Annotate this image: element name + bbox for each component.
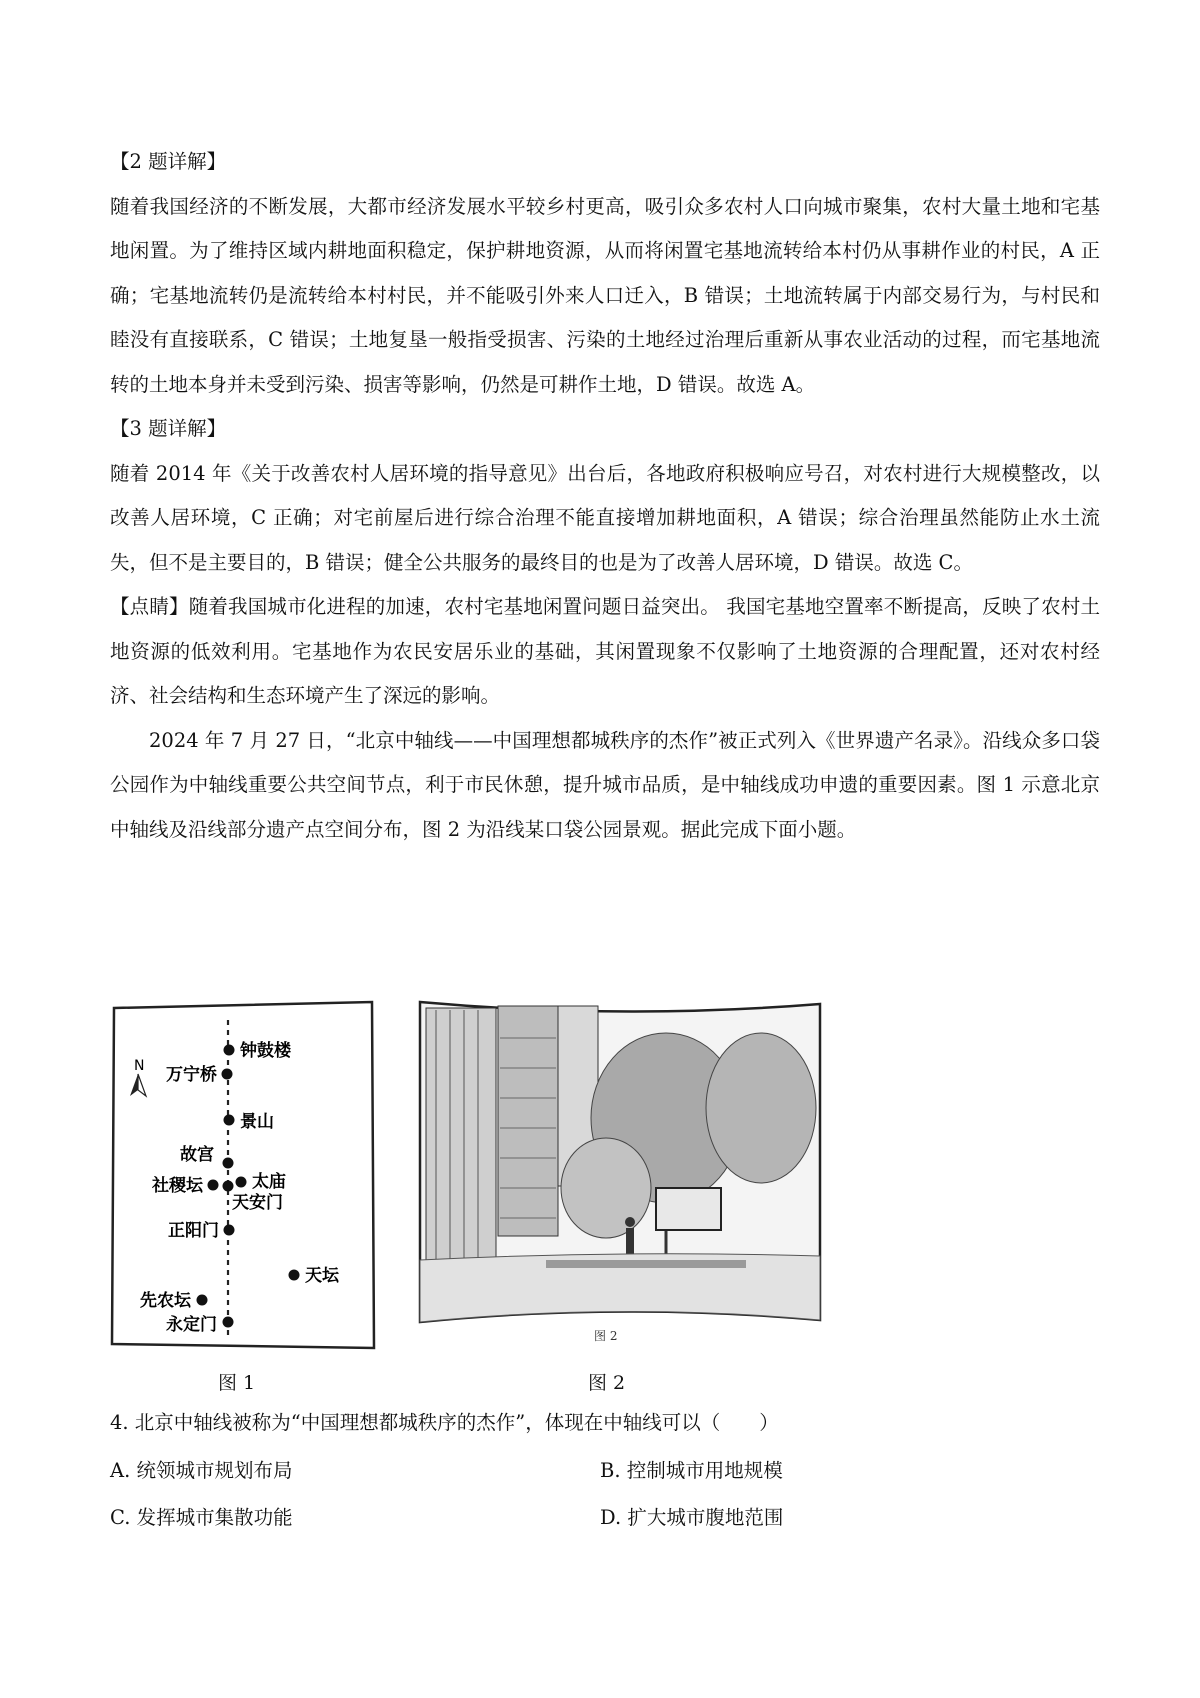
label-jingshan: 景山	[240, 1112, 274, 1132]
option-a[interactable]: A. 统领城市规划布局	[110, 1459, 293, 1482]
tip-body: 随着我国城市化进程的加速，农村宅基地闲置问题日益突出。 我国宅基地空置率不断提高，反映了农村土地资源的低效利用。宅基地作为农民安居乐业的基础，其闲置现象不仅影响了土地资源的合理配置，还对农村经济、社会结构和生态环境产生了深远的影响。	[110, 595, 1100, 707]
dot-taimiao	[236, 1177, 247, 1188]
tip-label: 【点睛】	[110, 595, 189, 618]
label-wanningqiao: 万宁桥	[166, 1065, 217, 1085]
dot-shejitan	[208, 1180, 219, 1191]
option-b[interactable]: B. 控制城市用地规模	[600, 1459, 783, 1482]
material-intro: 2024 年 7 月 27 日，“北京中轴线——中国理想都城秩序的杰作”被正式列入《世界遗产名录》。沿线众多口袋公园作为中轴线重要公共空间节点，利于市民休憩，提升城市品质，是中轴线成功申遗的重要因素。图 1 示意北京中轴线及沿线部分遗产点空间分布，图 2 为沿线某口袋公园景观。据此完成下面小题。	[110, 728, 1100, 841]
dot-tiantan	[289, 1270, 300, 1281]
tip-paragraph	[110, 585, 1100, 719]
billboard	[656, 1188, 721, 1230]
label-tiantan: 天坛	[305, 1266, 339, 1286]
person-head	[625, 1217, 635, 1227]
label-zhengyangmen: 正阳门	[168, 1221, 219, 1241]
dot-jingshan	[224, 1115, 235, 1126]
building-mid	[498, 1006, 558, 1236]
north-label: N	[134, 1058, 145, 1074]
dot-tiananmen	[223, 1181, 234, 1192]
analysis-q2: 随着我国经济的不断发展，大都市经济发展水平较乡村更高，吸引众多农村人口向城市聚集，农村大量土地和宅基地闲置。为了维持区域内耕地面积稳定，保护耕地资源，从而将闲置宅基地流转给本村仍从事耕作业的村民，A 正确；宅基地流转仍是流转给本村村民，并不能吸引外来人口迁入，B 错误；土地流转属于内部交易行为，与村民和睦没有直接联系，C 错误；土地复垦一般指受损害、污染的土地经过治理后重新从事农业活动的过程，而宅基地流转的土地本身并未受到污染、损害等影响，仍然是可耕作土地，D 错误。故选 A。	[110, 194, 1100, 396]
dot-zhonggulou	[224, 1045, 235, 1056]
option-c[interactable]: C. 发挥城市集散功能	[110, 1506, 293, 1529]
label-tiananmen: 天安门	[232, 1193, 283, 1213]
planter-edge	[546, 1260, 746, 1268]
section-heading-q2: 【2 题详解】	[110, 150, 227, 173]
label-xiannongtan: 先农坛	[140, 1291, 191, 1311]
figure-row	[110, 998, 830, 1398]
section-heading-q3: 【3 题详解】	[110, 417, 227, 440]
figure-1-caption: 图 1	[218, 1372, 256, 1394]
tree-right	[706, 1033, 816, 1183]
analysis-q3: 随着 2014 年《关于改善农村人居环境的指导意见》出台后，各地政府积极响应号召，对农村进行大规模整改，以改善人居环境，C 正确；对宅前屋后进行综合治理不能直接增加耕地面积，A 错误；综合治理虽然能防止水土流失，但不是主要目的，B 错误；健全公共服务的最终目的也是为了改善人居环境，D 错误。故选 C。	[110, 461, 1100, 574]
dot-gugong	[223, 1158, 234, 1169]
label-yongdingmen: 永定门	[166, 1315, 217, 1335]
dot-yongdingmen	[223, 1317, 234, 1328]
tree-left	[561, 1138, 651, 1238]
dot-zhengyangmen	[224, 1225, 235, 1236]
label-gugong: 故宫	[180, 1145, 214, 1165]
dot-xiannongtan	[197, 1295, 208, 1306]
figure-1-map	[110, 1000, 376, 1350]
question-4-stem: 4. 北京中轴线被称为“中国理想都城秩序的杰作”，体现在中轴线可以（ ）	[110, 1411, 779, 1434]
label-shejitan: 社稷坛	[152, 1176, 203, 1196]
label-zhonggulou: 钟鼓楼	[240, 1041, 291, 1061]
dot-wanningqiao	[222, 1069, 233, 1080]
photo-inner-label: 图 2	[594, 1329, 618, 1343]
label-taimiao: 太庙	[252, 1172, 286, 1192]
answer-analysis	[110, 140, 1100, 852]
figure-2-caption: 图 2	[588, 1372, 626, 1394]
figure-2-park-sketch	[416, 998, 824, 1343]
option-d[interactable]: D. 扩大城市腹地范围	[600, 1506, 784, 1529]
